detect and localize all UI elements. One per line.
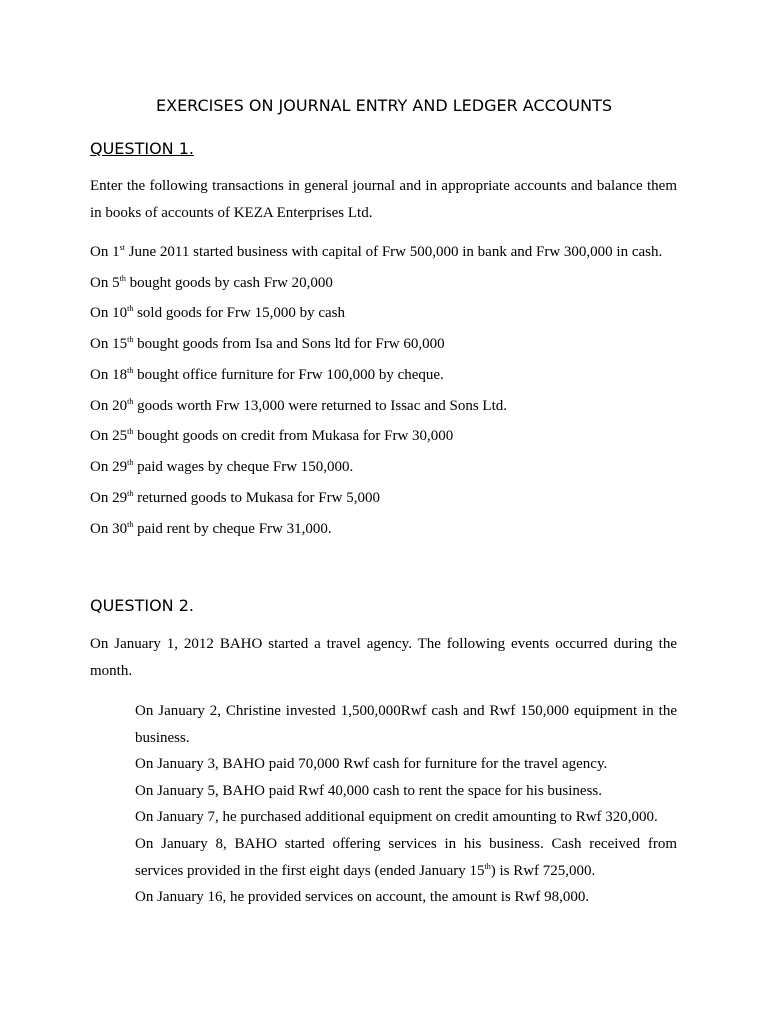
q1-item: On 25th bought goods on credit from Mukasa for Frw 30,000	[90, 427, 454, 444]
question-1-intro: Enter the following transactions in general journal and in appropriate accounts and balance them in books of accounts of KEZA Enterprises Ltd.	[90, 178, 677, 221]
q1-item: On 18th bought office furniture for Frw 100,000 by cheque.	[90, 366, 444, 383]
q2-item: On January 5, BAHO paid Rwf 40,000 cash to rent the space for his business.	[135, 782, 602, 799]
q1-item: On 30th paid rent by cheque Frw 31,000.	[90, 520, 332, 537]
q1-item: On 5th bought goods by cash Frw 20,000	[90, 274, 333, 291]
q2-item: On January 7, he purchased additional equipment on credit amounting to Rwf 320,000.	[135, 809, 658, 826]
q2-item: On January 8, BAHO started offering services in his business. Cash received from services provided in the first eight days (ended January 15th) is Rwf 725,000.	[135, 835, 677, 879]
q1-item: On 20th goods worth Frw 13,000 were returned to Issac and Sons Ltd.	[90, 397, 508, 414]
question-2-heading: QUESTION 2.	[90, 596, 194, 615]
q2-item: On January 16, he provided services on account, the amount is Rwf 98,000.	[135, 889, 590, 906]
q1-item: On 10th sold goods for Frw 15,000 by cash	[90, 304, 345, 321]
question-1-heading: QUESTION 1.	[90, 139, 194, 158]
q1-item: On 1st June 2011 started business with capital of Frw 500,000 in bank and Frw 300,000 in cash.	[90, 243, 663, 260]
q2-item: On January 2, Christine invested 1,500,000Rwf cash and Rwf 150,000 equipment in the business.	[135, 703, 677, 746]
page-title: EXERCISES ON JOURNAL ENTRY AND LEDGER ACCOUNTS	[156, 96, 612, 115]
question-2-events	[135, 698, 677, 911]
q2-item: On January 3, BAHO paid 70,000 Rwf cash for furniture for the travel agency.	[135, 756, 608, 773]
q1-item: On 29th paid wages by cheque Frw 150,000.	[90, 458, 354, 475]
question-2-intro: On January 1, 2012 BAHO started a travel agency. The following events occurred during the month.	[90, 636, 677, 679]
q1-item: On 15th bought goods from Isa and Sons ltd for Frw 60,000	[90, 335, 445, 352]
q1-item: On 29th returned goods to Mukasa for Frw 5,000	[90, 489, 380, 506]
